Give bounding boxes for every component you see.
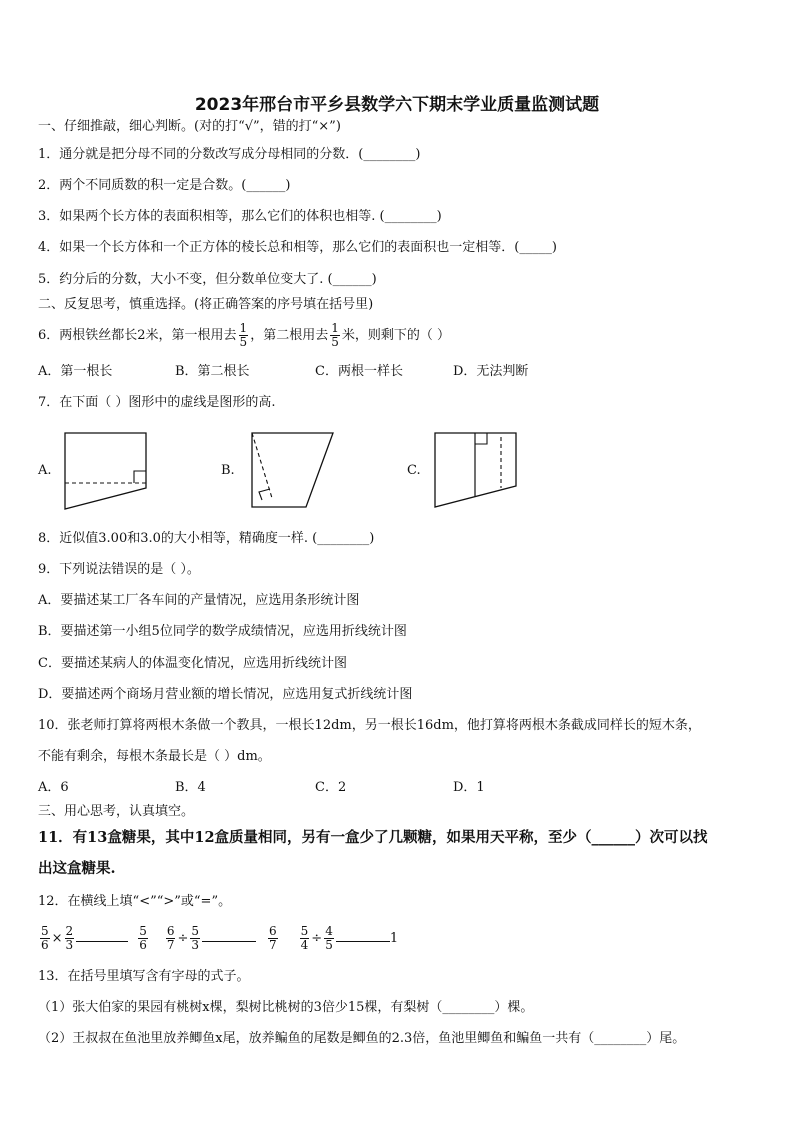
fraction: $\frac{6}{7}$ bbox=[269, 924, 277, 952]
page-title: 2023年邢台市平乡县数学六下期末学业质量监测试题 bbox=[194, 95, 600, 115]
operator: × bbox=[51, 931, 63, 946]
fraction: $\frac{5}{3}$ bbox=[191, 924, 200, 952]
question-1: 1．通分就是把分母不同的分数改写成分母相同的分数．(________) bbox=[38, 147, 421, 162]
question-9-option-d[interactable]: D．要描述两个商场月营业额的增长情况，应选用复式折线统计图 bbox=[38, 687, 413, 702]
option-c[interactable]: C．2 bbox=[315, 780, 347, 795]
question-9: 9．下列说法错误的是（ ）。 bbox=[38, 562, 200, 577]
fraction: $\frac{1}{5}$ bbox=[239, 321, 248, 349]
question-8: 8．近似值3.00和3.0的大小相等，精确度一样. (________) bbox=[38, 531, 375, 546]
section2-heading: 二、反复思考，慎重选择。(将正确答案的序号填在括号里) bbox=[38, 297, 374, 312]
result-value: 1 bbox=[389, 931, 399, 946]
fraction: $\frac{1}{5}$ bbox=[331, 321, 339, 349]
option-b[interactable]: B．4 bbox=[175, 780, 206, 795]
question-7: 7．在下面（ ）图形中的虚线是图形的高. bbox=[38, 395, 276, 410]
option-d[interactable]: D．无法判断 bbox=[453, 364, 529, 379]
question-12-expressions bbox=[38, 922, 398, 956]
fraction: $\frac{4}{5}$ bbox=[325, 924, 333, 952]
figure-a-label: A. bbox=[38, 463, 52, 478]
question-3: 3．如果两个长方体的表面积相等，那么它们的体积也相等. (________) bbox=[38, 209, 442, 224]
question-9-option-c[interactable]: C．要描述某病人的体温变化情况，应选用折线统计图 bbox=[38, 656, 347, 671]
question-2: 2．两个不同质数的积一定是合数。(______) bbox=[38, 178, 291, 193]
question-13-part-1: （1）张大伯家的果园有桃树x棵，梨树比桃树的3倍少15棵，有梨树（________）棵。 bbox=[38, 1000, 534, 1015]
question-6-part2: ，第二根用去 bbox=[250, 328, 329, 343]
fraction: $\frac{5}{6}$ bbox=[139, 924, 147, 952]
question-11-line2: 出这盒糖果. bbox=[38, 860, 116, 877]
option-c[interactable]: C．两根一样长 bbox=[315, 364, 403, 379]
question-5: 5．约分后的分数，大小不变，但分数单位变大了. (______) bbox=[38, 272, 377, 287]
question-6-part3: 米，则剩下的（ ） bbox=[341, 328, 450, 343]
operator: ÷ bbox=[177, 931, 189, 946]
figure-c-label: C. bbox=[407, 463, 421, 478]
option-a[interactable]: A．6 bbox=[38, 780, 69, 795]
section3-heading: 三、用心思考，认真填空。 bbox=[38, 804, 195, 819]
fraction: $\frac{2}{3}$ bbox=[65, 924, 74, 952]
question-10-options bbox=[38, 779, 485, 797]
question-9-option-a[interactable]: A．要描述某工厂各车间的产量情况，应选用条形统计图 bbox=[38, 593, 360, 608]
question-10-line1: 10．张老师打算将两根木条做一个教具，一根长12dm，另一根长16dm，他打算将两根木条截成同样长的短木条， bbox=[38, 718, 701, 733]
figure-b-label: B. bbox=[221, 463, 235, 478]
question-9-option-b[interactable]: B．要描述第一小组5位同学的数学成绩情况，应选用折线统计图 bbox=[38, 624, 407, 639]
question-12: 12．在横线上填“<”“>”或“=”。 bbox=[38, 894, 232, 909]
answer-blank-1[interactable] bbox=[76, 929, 128, 942]
fraction: $\frac{5}{4}$ bbox=[300, 924, 309, 952]
question-11-line1: 11．有13盒糖果，其中12盒质量相同，另有一盒少了几颗糖，如果用天平称，至少（______）次可以找 bbox=[38, 829, 708, 846]
option-a[interactable]: A．第一根长 bbox=[38, 364, 113, 379]
answer-blank-3[interactable] bbox=[336, 929, 390, 942]
option-d[interactable]: D．1 bbox=[453, 780, 485, 795]
question-6-part1: 6．两根铁丝都长2米，第一根用去 bbox=[38, 328, 237, 343]
section1-heading: 一、仔细推敲，细心判断。(对的打“√”，错的打“×”) bbox=[38, 119, 341, 134]
answer-blank-2[interactable] bbox=[202, 929, 256, 942]
fraction: $\frac{5}{6}$ bbox=[41, 924, 49, 952]
question-10-line2: 不能有剩余，每根木条最长是（ ）dm。 bbox=[38, 749, 271, 764]
question-13: 13．在括号里填写含有字母的式子。 bbox=[38, 969, 250, 984]
operator: ÷ bbox=[311, 931, 323, 946]
option-b[interactable]: B．第二根长 bbox=[175, 364, 250, 379]
question-13-part-2: （2）王叔叔在鱼池里放养鲫鱼x尾，放养鳊鱼的尾数是鲫鱼的2.3倍，鱼池里鲫鱼和鳊鱼一共有（________）尾。 bbox=[38, 1031, 686, 1046]
fraction: $\frac{6}{7}$ bbox=[166, 924, 175, 952]
question-4: 4．如果一个长方体和一个正方体的棱长总和相等，那么它们的表面积也一定相等．(_____) bbox=[38, 240, 557, 255]
